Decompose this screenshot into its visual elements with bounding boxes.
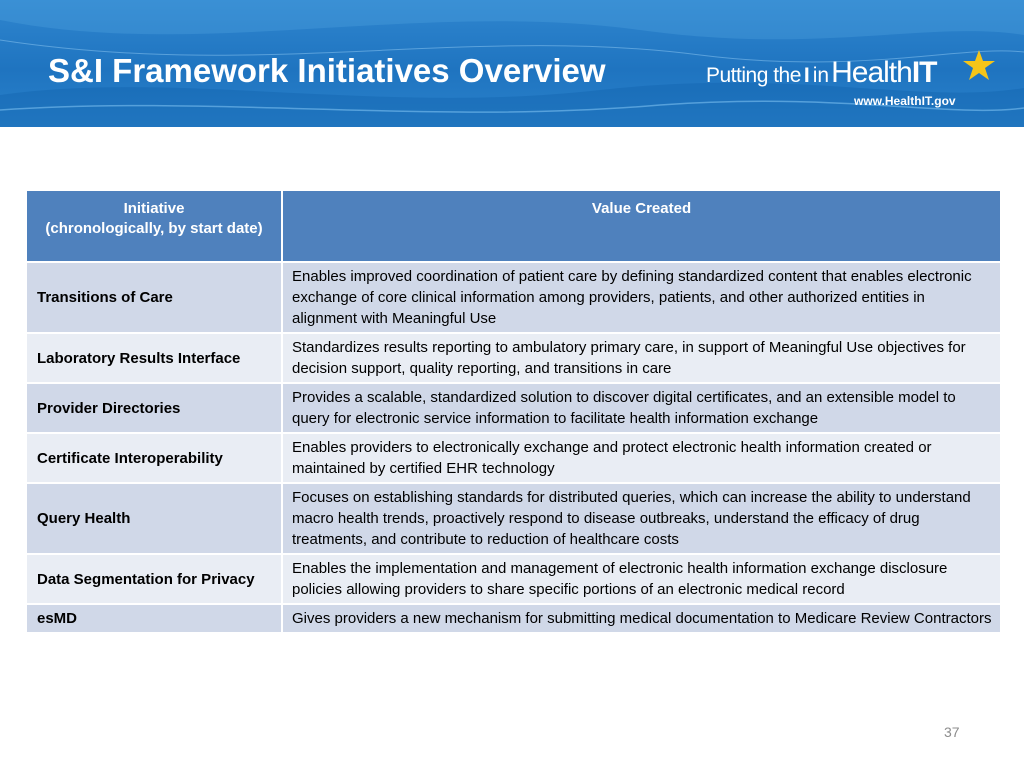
initiative-value: Enables improved coordination of patient care by defining standardized content that enables electronic exchange of core clinical information among providers, patients, and other authorized entities in alignment with Meaningful Use (282, 262, 1001, 333)
table-row (26, 433, 1001, 483)
logo-text-health: Health (831, 56, 912, 89)
healthit-logo (706, 48, 1006, 112)
column-header-value-created: Value Created (282, 190, 1001, 262)
table-row (26, 383, 1001, 433)
initiative-name: Provider Directories (26, 383, 282, 433)
table-row (26, 262, 1001, 333)
logo-url: www.HealthIT.gov (854, 94, 956, 108)
initiative-value: Standardizes results reporting to ambulatory primary care, in support of Meaningful Use objectives for decision support, quality reporting, and transitions in care (282, 333, 1001, 383)
logo-text-i: I (803, 64, 810, 87)
logo-text-putting: Putting the (706, 64, 801, 87)
star-icon (961, 48, 997, 84)
table-row (26, 604, 1001, 633)
table-row (26, 554, 1001, 604)
initiative-name: Laboratory Results Interface (26, 333, 282, 383)
initiative-name: Query Health (26, 483, 282, 554)
initiative-name: Transitions of Care (26, 262, 282, 333)
initiative-value: Provides a scalable, standardized solution to discover digital certificates, and an extensible model to query for electronic service information to facilitate health information exchange (282, 383, 1001, 433)
initiatives-table (25, 189, 1002, 634)
logo-text-in: in (812, 64, 830, 87)
initiative-name: Certificate Interoperability (26, 433, 282, 483)
page-number: 37 (944, 724, 960, 740)
initiative-name: esMD (26, 604, 282, 633)
column-header-initiative: Initiative (chronologically, by start date) (26, 190, 282, 262)
initiative-value: Enables providers to electronically exchange and protect electronic health information created or maintained by certified EHR technology (282, 433, 1001, 483)
logo-text-it: IT (911, 56, 937, 89)
table-row (26, 483, 1001, 554)
table-header-row (26, 190, 1001, 262)
table-row (26, 333, 1001, 383)
initiative-value: Enables the implementation and management of electronic health information exchange disclosure policies allowing providers to share specific portions of an electronic medical record (282, 554, 1001, 604)
logo-wordmark (706, 56, 937, 90)
initiative-name: Data Segmentation for Privacy (26, 554, 282, 604)
initiative-value: Focuses on establishing standards for distributed queries, which can increase the ability to understand macro health trends, proactively respond to disease outbreaks, understand the efficacy of drug treatments, and contribute to reduction of healthcare costs (282, 483, 1001, 554)
slide-header-banner (0, 0, 1024, 127)
slide-title: S&I Framework Initiatives Overview (48, 52, 606, 89)
initiative-value: Gives providers a new mechanism for submitting medical documentation to Medicare Review Contractors (282, 604, 1001, 633)
